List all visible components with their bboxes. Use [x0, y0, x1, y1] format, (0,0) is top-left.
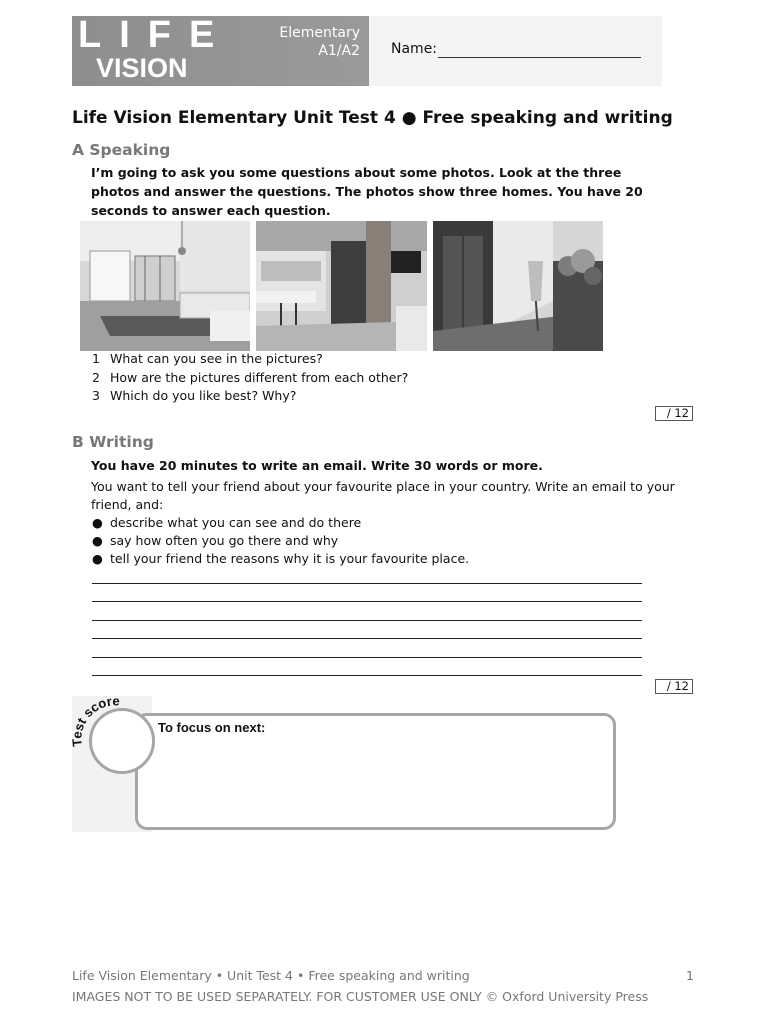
bullet-text: tell your friend the reasons why it is your favourite place. [110, 551, 470, 566]
level-code: A1/A2 [318, 43, 360, 59]
bullet-item [92, 533, 338, 548]
bullet-text: describe what you can see and do there [110, 515, 362, 530]
answer-line[interactable] [92, 620, 642, 621]
answer-line[interactable] [92, 675, 642, 676]
writing-score-box[interactable]: / 12 [655, 679, 693, 694]
page-title: Life Vision Elementary Unit Test 4 ● Free speaking and writing [72, 108, 673, 128]
question-text: Which do you like best? Why? [110, 388, 297, 403]
test-score-arc-label [66, 688, 146, 758]
logo-vision-text: VISION [96, 53, 188, 83]
speaking-heading: A Speaking [72, 141, 171, 159]
answer-line[interactable] [92, 601, 642, 602]
answer-line[interactable] [92, 583, 642, 584]
bullet-text: say how often you go there and why [110, 533, 339, 548]
question-text: What can you see in the pictures? [110, 351, 323, 366]
level-name: Elementary [279, 25, 360, 41]
answer-line[interactable] [92, 657, 642, 658]
level-badge [238, 24, 360, 60]
bullet-icon: ● [92, 551, 103, 566]
question-number: 2 [92, 370, 100, 385]
writing-instruction: You have 20 minutes to write an email. Write 30 words or more. [91, 458, 543, 473]
svg-text:Test score [69, 693, 120, 747]
answer-line[interactable] [92, 638, 642, 639]
name-field[interactable] [438, 57, 641, 58]
speaking-instruction: I’m going to ask you some questions about some photos. Look at the three photos and answer the questions. The photos show three homes. You have 20 seconds to answer each question. [91, 165, 643, 218]
speaking-score-box[interactable]: / 12 [655, 406, 693, 421]
bullet-item [92, 515, 361, 530]
balcony-photo [433, 221, 603, 351]
living-room-photo [80, 221, 250, 351]
writing-task: You want to tell your friend about your favourite place in your country. Write an email to your friend, and: [91, 479, 675, 512]
question-2 [92, 370, 408, 385]
logo-life-text: LIFE [78, 14, 233, 56]
question-text: How are the pictures different from each other? [110, 370, 409, 385]
bullet-icon: ● [92, 515, 103, 530]
bullet-item [92, 551, 469, 566]
bullet-icon: ● [92, 533, 103, 548]
test-score-label: Test score [69, 693, 120, 748]
page-number: 1 [686, 968, 694, 983]
question-3 [92, 388, 296, 403]
focus-label: To focus on next: [158, 720, 266, 735]
question-1 [92, 351, 323, 366]
question-number: 3 [92, 388, 100, 403]
name-label: Name: [391, 41, 438, 57]
question-number: 1 [92, 351, 100, 366]
writing-heading: B Writing [72, 433, 154, 451]
footer-copyright: IMAGES NOT TO BE USED SEPARATELY. FOR CUSTOMER USE ONLY © Oxford University Press [72, 989, 649, 1004]
footer-title: Life Vision Elementary • Unit Test 4 • Free speaking and writing [72, 968, 470, 983]
kitchen-photo [256, 221, 427, 351]
